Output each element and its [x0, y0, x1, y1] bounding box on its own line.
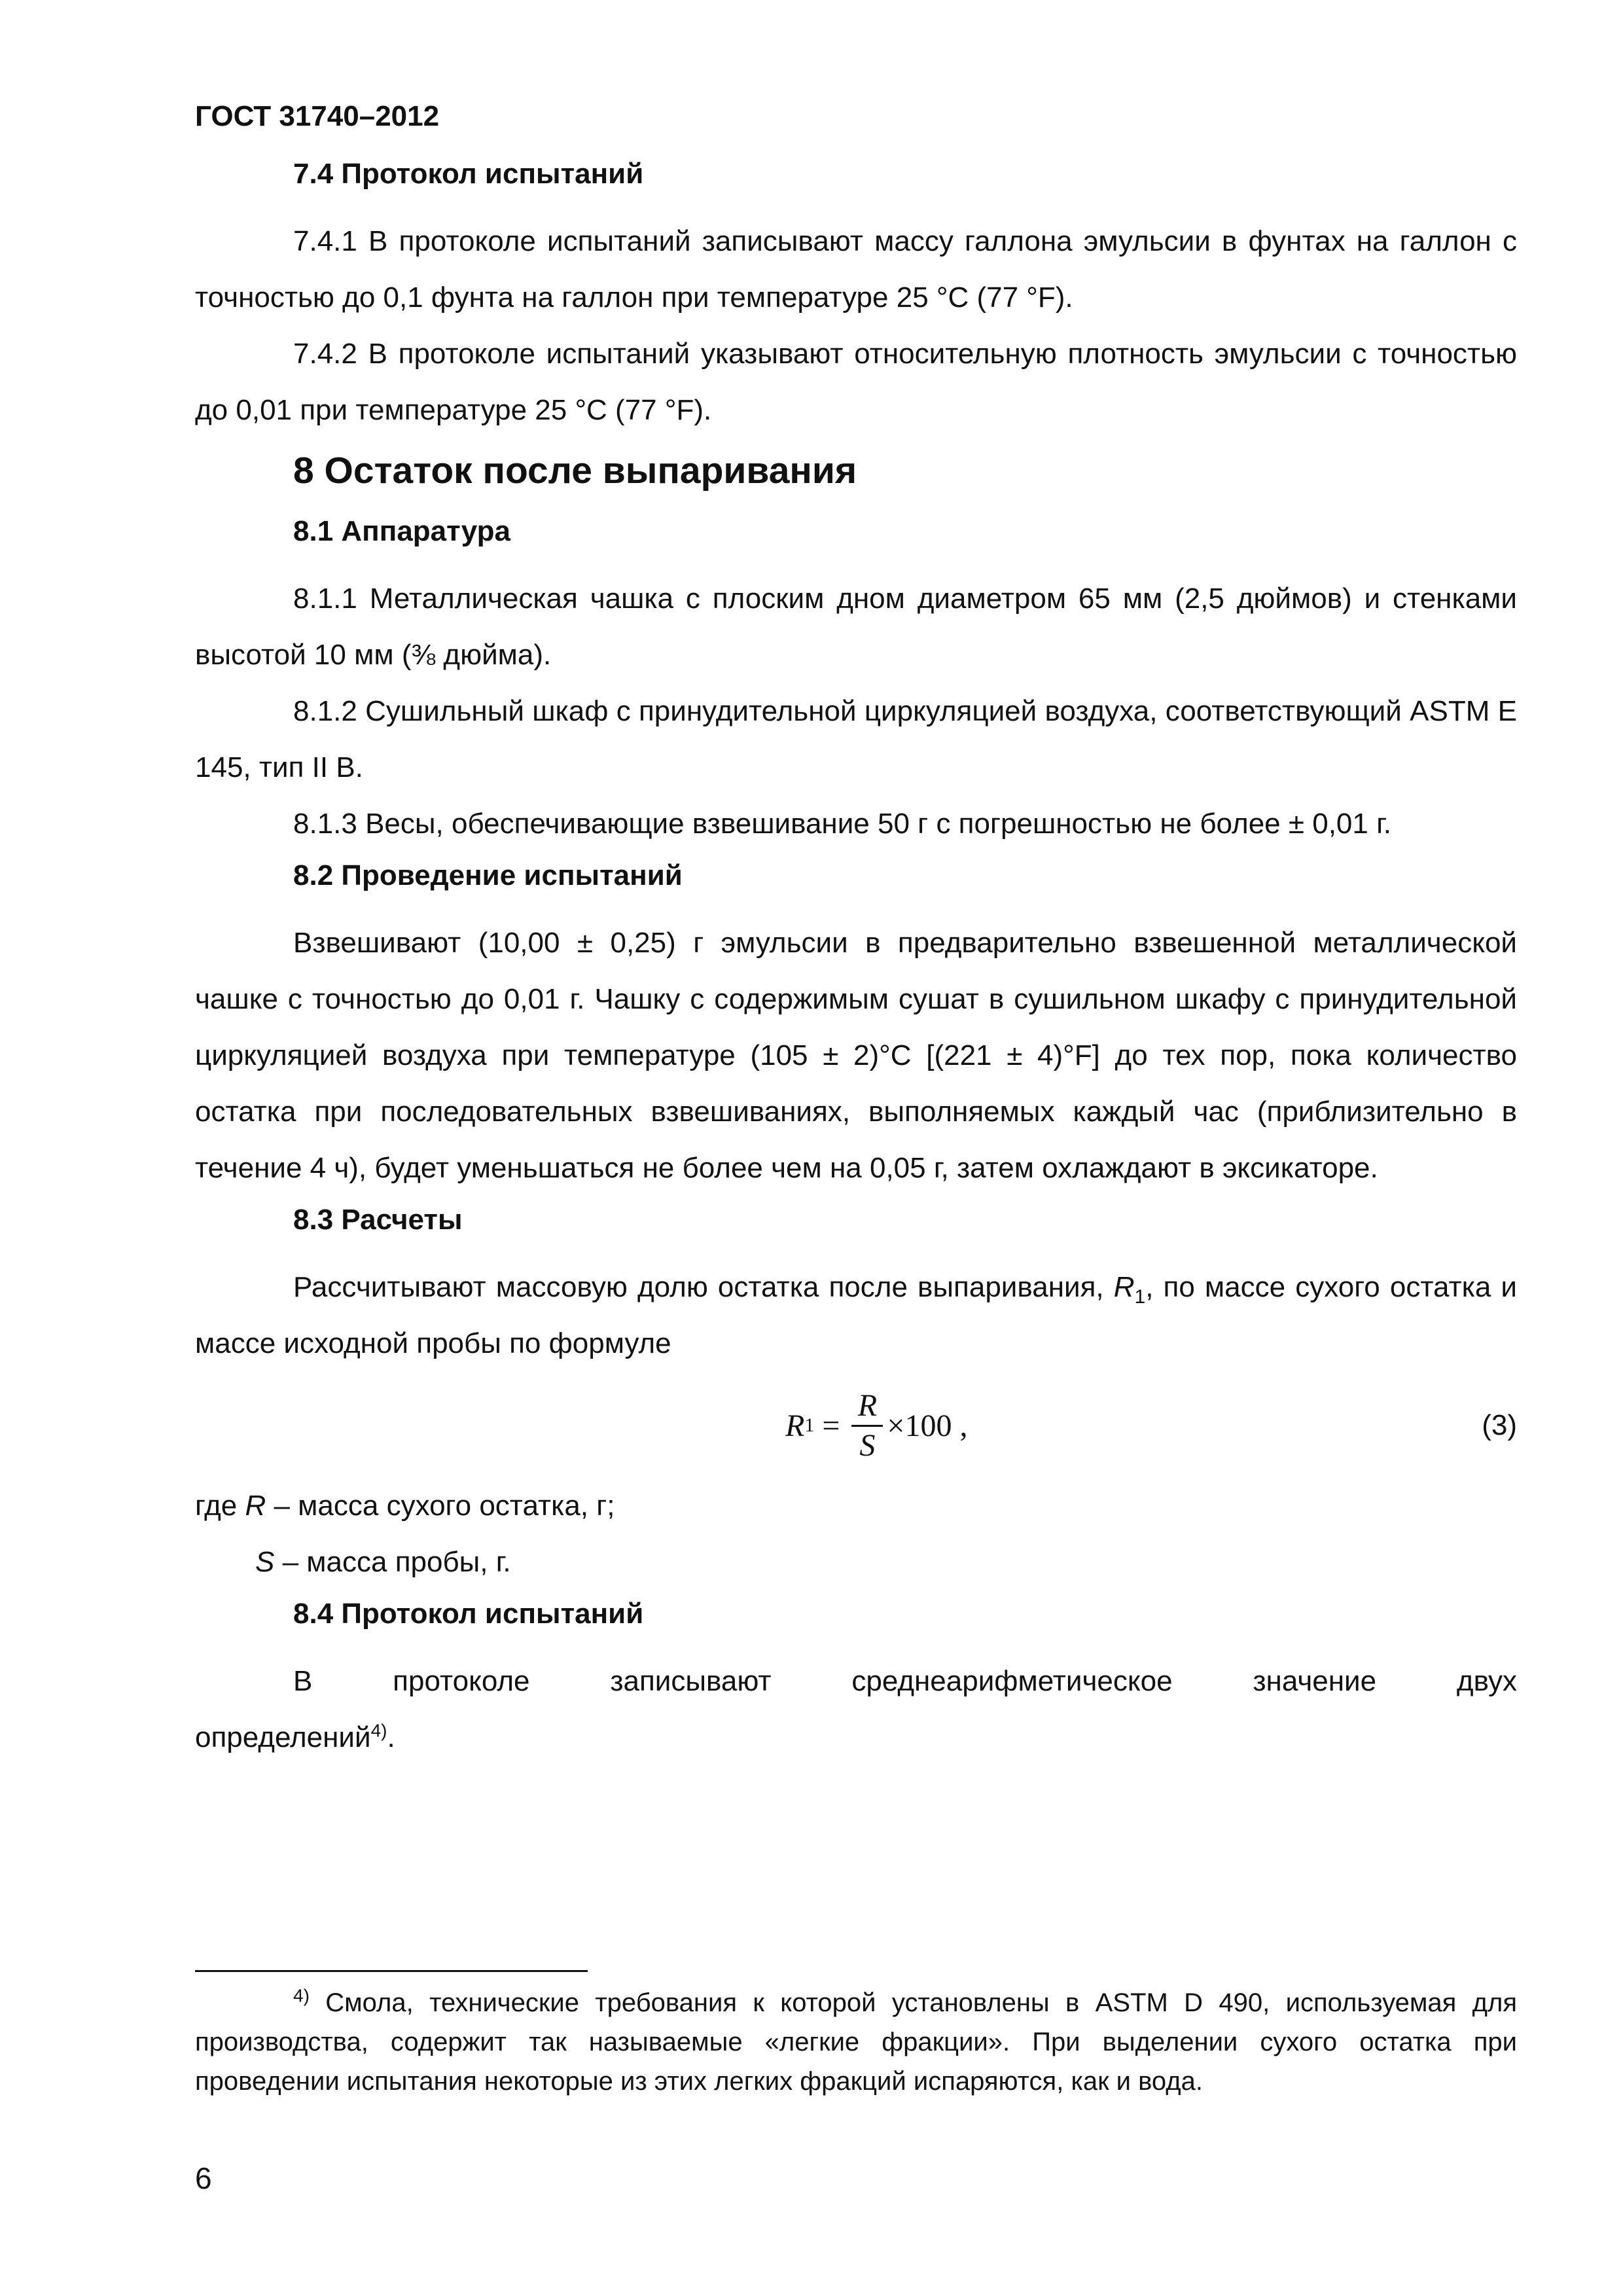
where-r-line [195, 1478, 1517, 1534]
formula-equals: = [814, 1408, 848, 1443]
paragraph-8-3-text: Рассчитывают массовую долю остатка после выпаривания, [293, 1271, 1114, 1303]
paragraph-8-3-text-end: , по массе сухого остатка и массе исходной пробы по формуле [195, 1271, 1517, 1359]
section-8-3-title: 8.3 Расчеты [293, 1204, 463, 1236]
paragraph-8-4-line1: В протоколе записывают среднеарифметическое значение двух [293, 1665, 1517, 1697]
paragraph-8-1-3: 8.1.3 Весы, обеспечивающие взвешивание 50 г с погрешностью не более ± 0,01 г. [293, 808, 1391, 840]
where-s-variable: S [255, 1546, 275, 1578]
section-8-title: 8 Остаток после выпаривания [293, 450, 857, 492]
paragraph-8-4-end: . [387, 1721, 395, 1753]
paragraph-8-1-1: 8.1.1 Металлическая чашка с плоским дном диаметром 65 мм (2,5 дюймов) и стенками высотой 10 мм (⅜ дюйма). [195, 583, 1517, 671]
formula-number: (3) [1482, 1409, 1517, 1441]
footnote-reference: 4) [370, 1720, 387, 1741]
paragraph-8-4-line2 [195, 1710, 1517, 1766]
paragraph-8-3 [195, 1259, 1517, 1372]
paragraph-8-2: Взвешивают (10,00 ± 0,25) г эмульсии в предварительно взвешенной металлической чашке с точностью до 0,01 г. Чашку с содержимым сушат в сушильном шкафу с принудительной циркуляцией воздуха при температуре (105 ± 2)°С [(221 ± 4)°F] до тех пор, пока количество остатка при последовательных взвешиваниях, выполняемых каждый час (приблизительно в течение 4 ч), будет уменьшаться не более чем на 0,05 г, затем охлаждают в эксикаторе. [195, 927, 1517, 1184]
where-r-variable: R [245, 1490, 266, 1522]
paragraph-8-1-2: 8.1.2 Сушильный шкаф с принудительной циркуляцией воздуха, соответствующий ASTM Е 145, тип II В. [195, 695, 1517, 783]
where-r-text: – масса сухого остатка, г; [266, 1490, 615, 1522]
page-body [195, 98, 1517, 1766]
section-8-4-title: 8.4 Протокол испытаний [293, 1598, 644, 1630]
footnote-separator [195, 1970, 588, 1972]
where-s-line [255, 1534, 1517, 1590]
where-s-text: – масса пробы, г. [274, 1546, 511, 1578]
footnote-text: Смола, технические требования к которой установлены в ASTM D 490, используемая для производства, содержит так называемые «легкие фракции». При выделении сухого остатка при проведении испытания некоторые из этих легких фракций испаряются, как и вода. [195, 1988, 1517, 2096]
section-8-1-title: 8.1 Аппаратура [293, 515, 511, 547]
variable-r1-subscript: 1 [1134, 1285, 1146, 1308]
formula-expression: R 1 = $\frac{R}{S}$ ×100 , [785, 1380, 967, 1471]
formula-fraction [851, 1387, 883, 1465]
variable-r1: R [1113, 1271, 1135, 1303]
formula-denominator: S [859, 1427, 876, 1463]
where-prefix: где [195, 1490, 245, 1522]
paragraph-7-4-1: 7.4.1 В протоколе испытаний записывают массу галлона эмульсии в фунтах на галлон с точностью до 0,1 фунта на галлон при температуре 25 °С (77 °F). [195, 225, 1517, 314]
footnote [195, 1983, 1517, 2101]
section-8-2-title: 8.2 Проведение испытаний [293, 859, 683, 891]
formula-numerator: R [857, 1388, 878, 1423]
formula-multiplier: ×100 , [887, 1408, 968, 1443]
section-7-4-title: 7.4 Протокол испытаний [293, 158, 644, 190]
paragraph-7-4-2: 7.4.2 В протоколе испытаний указывают относительную плотность эмульсии с точностью до 0,01 при температуре 25 °С (77 °F). [195, 338, 1517, 426]
paragraph-8-4-text: определений [195, 1721, 371, 1753]
page-number: 6 [195, 2161, 212, 2195]
formula-lhs: R [785, 1408, 805, 1443]
footnote-mark: 4) [293, 1985, 310, 2006]
formula-3 [195, 1380, 1517, 1471]
document-header: ГОСТ 31740–2012 [195, 100, 440, 132]
